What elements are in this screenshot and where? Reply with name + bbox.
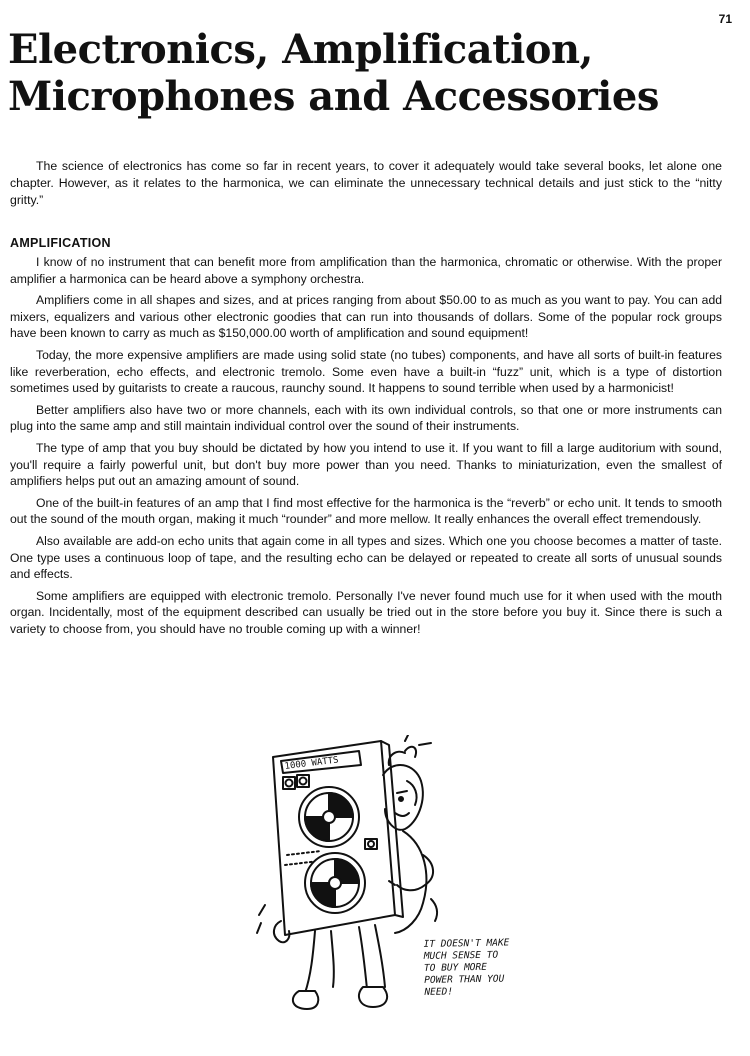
body-paragraph-1: I know of no instrument that can benefit more from amplification than the harmonica, chromatic or otherwise. With the proper amplifier a harmonica can be heard above a symphony orchestra. xyxy=(10,255,722,286)
body-paragraph-8: Some amplifiers are equipped with electronic tremolo. Personally I've never found much use for it when used with the mouth organ. Incidentally, most of the equipment described can usually be tried out in the store before you buy it. Since there is such a variety to choose from, you should have no trouble coming up with a winner! xyxy=(10,588,722,636)
speaker-upper xyxy=(299,787,359,847)
page-title xyxy=(8,26,738,120)
body-paragraph-7: Also available are add-on echo units that again come in all types and sizes. Which one you choose becomes a matter of taste. One type uses a continuous loop of tape, and the resulting echo can be delayed or repeated to create all sorts of unusual sounds and effects. xyxy=(10,533,722,582)
amplification-section-body xyxy=(10,254,722,642)
page-number: 71 xyxy=(718,12,732,26)
body-paragraph-3: Today, the more expensive amplifiers are made using solid state (no tubes) components, and have all sorts of built-in features like reverberation, echo effects, and electronic tremolo. Some even have a built-in “fuzz” unit, which is a type of distortion sometimes used by guitarists to create a raucous, raunchy sound. It happens to sound terrible when used by a harmonicist! xyxy=(10,347,722,396)
intro-paragraph: The science of electronics has come so far in recent years, to cover it adequately would take several books, let alone one chapter. However, as it relates to the harmonica, we can eliminate the unnecessary technical details and just stick to the “nitty gritty.” xyxy=(10,159,722,207)
body-paragraph-2: Amplifiers come in all shapes and sizes, and at prices ranging from about $50.00 to as much as you want to pay. You can add mixers, equalizers and various other electronic goodies that can run into thousands of dollars. Some of the popular rock groups have been known to carry as much as $150,000.00 worth of amplification and sound equipment! xyxy=(10,293,722,341)
body-paragraph-5: The type of amp that you buy should be dictated by how you intend to use it. If you want to fill a large auditorium with sound, you'll require a fairly powerful unit, but don't buy more power than you need. Thanks to miniaturization, even the smallest of amplifiers helps put out an amazing amount of sound. xyxy=(10,440,722,489)
body-paragraph-6: One of the built-in features of an amp that I find most effective for the harmonica is the “reverb” or echo unit. It tends to smooth out the sound of the mouth organ, making it much “rounder” and more mellow. It really enhances the overall effect tremendously. xyxy=(10,495,722,527)
section-heading-amplification: AMPLIFICATION xyxy=(10,236,111,250)
amp-label-text: 1000 WATTS xyxy=(284,755,340,772)
title-line-1: Electronics, Amplification, xyxy=(8,26,593,73)
speaker-lower xyxy=(305,853,365,913)
title-line-2: Microphones and Accessories xyxy=(8,73,659,120)
cartoon-caption: IT DOESN'T MAKE MUCH SENSE TO TO BUY MORE POWER THAN YOU NEED! xyxy=(423,937,510,998)
body-paragraph-4: Better amplifiers also have two or more channels, each with its own individual controls, so that one or more instruments can plug into the same amp and still maintain individual control over the sound of their instruments. xyxy=(10,402,722,434)
